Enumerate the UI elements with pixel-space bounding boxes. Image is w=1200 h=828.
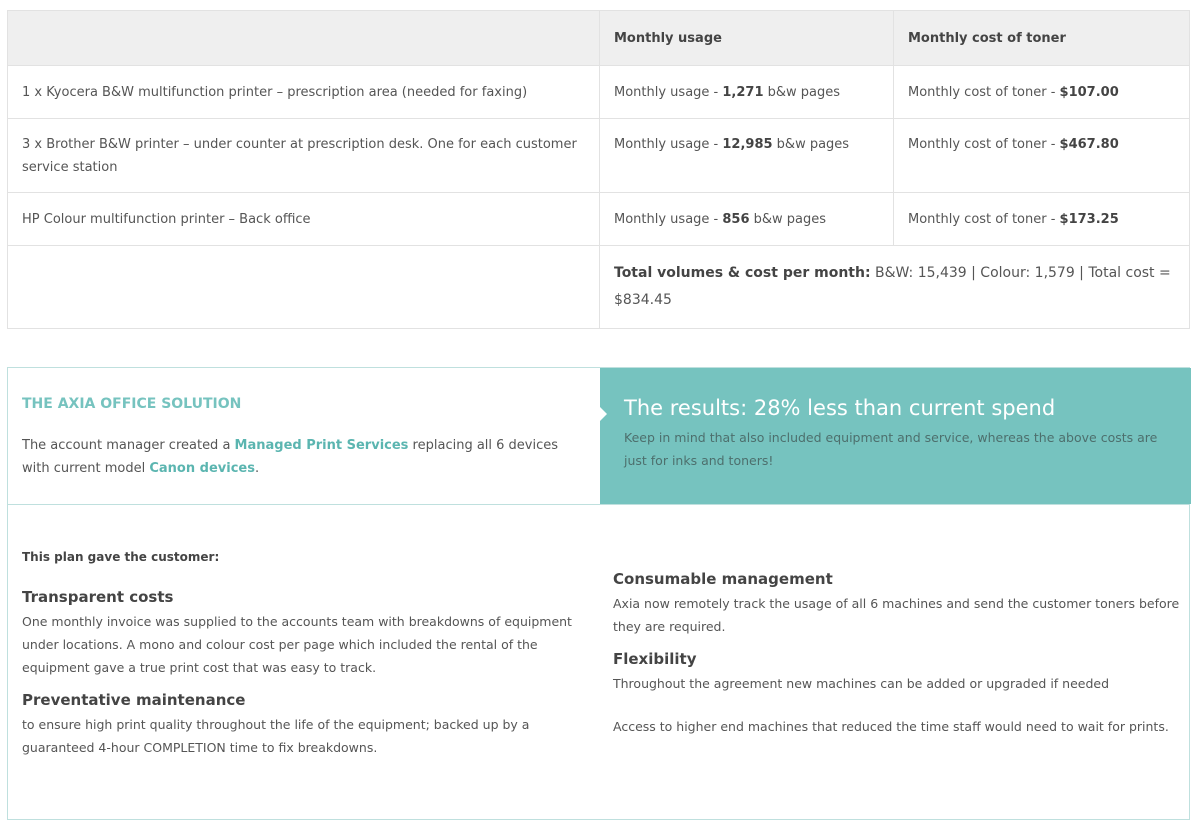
benefit-item <box>22 691 582 759</box>
benefit-extra <box>613 715 1183 738</box>
benefit-title: Preventative maintenance <box>22 691 246 709</box>
cost-label: Monthly cost of toner - <box>908 211 1060 227</box>
header-cost: Monthly cost of toner <box>894 11 1190 66</box>
solution-title: THE AXIA OFFICE SOLUTION <box>22 396 242 412</box>
managed-print-link[interactable]: Managed Print Services <box>234 438 409 453</box>
benefit-title: Consumable management <box>613 570 833 588</box>
total-label: Total volumes & cost per month: <box>614 265 871 281</box>
table-row <box>8 119 1190 193</box>
solution-text <box>22 434 586 480</box>
results-title: The results: 28% less than current spend <box>624 396 1056 420</box>
table-row <box>8 193 1190 246</box>
header-usage: Monthly usage <box>600 11 894 66</box>
usage-unit: b&w pages <box>749 211 827 227</box>
benefit-item <box>613 650 1183 695</box>
cost-table <box>7 10 1190 329</box>
benefit-item <box>22 588 582 679</box>
cost-value: $107.00 <box>1059 84 1119 100</box>
usage-label: Monthly usage - <box>614 137 723 152</box>
canon-devices-link[interactable]: Canon devices <box>149 461 255 476</box>
cost-label: Monthly cost of toner - <box>908 84 1060 100</box>
benefit-text: to ensure high print quality throughout the life of the equipment; backed up by a guaranteed 4-hour COMPLETION time to fix breakdowns. <box>22 717 530 755</box>
divider <box>8 504 1189 505</box>
usage-value: 856 <box>722 211 750 227</box>
total-values: B&W: 15,439 | Colour: 1,579 | Total cost = $834.45 <box>614 265 1171 308</box>
solution-intro <box>8 368 600 504</box>
cost-value: $467.80 <box>1059 137 1119 152</box>
device-cell: HP Colour multifunction printer – Back office <box>8 193 600 246</box>
table-row <box>8 66 1190 119</box>
benefit-text: Access to higher end machines that reduced the time staff would need to wait for prints. <box>613 719 1169 734</box>
text: . <box>254 461 260 476</box>
usage-value: 12,985 <box>722 137 773 152</box>
cost-label: Monthly cost of toner - <box>908 137 1060 152</box>
usage-cell <box>600 66 894 119</box>
header-device <box>8 11 600 66</box>
benefit-text: Axia now remotely track the usage of all 6 machines and send the customer toners before they are required. <box>613 596 1180 634</box>
cost-value: $173.25 <box>1059 211 1119 227</box>
usage-value: 1,271 <box>722 84 764 100</box>
total-row <box>8 246 1190 329</box>
benefits-left <box>22 550 582 771</box>
device-cell: 3 x Brother B&W printer – under counter at prescription desk. One for each customer service station <box>8 119 600 193</box>
usage-label: Monthly usage - <box>614 211 723 227</box>
table-header <box>8 11 1190 66</box>
benefit-item <box>613 570 1183 638</box>
results-text: Keep in mind that also included equipment and service, whereas the above costs are just for inks and toners! <box>624 430 1158 468</box>
usage-unit: b&w pages <box>763 84 841 100</box>
benefit-text: One monthly invoice was supplied to the accounts team with breakdowns of equipment under locations. A mono and colour cost per page which included the rental of the equipment gave a true print cost that was easy to track. <box>22 614 572 675</box>
device-cell: 1 x Kyocera B&W multifunction printer – prescription area (needed for faxing) <box>8 66 600 119</box>
usage-cell <box>600 193 894 246</box>
benefit-title: Transparent costs <box>22 588 174 606</box>
solution-box <box>7 367 1190 820</box>
benefits-intro: This plan gave the customer: <box>22 550 220 564</box>
empty-cell <box>8 246 600 329</box>
benefits-right <box>613 570 1183 750</box>
text: replacing all 6 devices with current model <box>22 438 559 476</box>
text: The account manager created a <box>22 438 235 453</box>
cost-cell <box>894 119 1190 193</box>
total-cell <box>600 246 1190 329</box>
cost-cell <box>894 193 1190 246</box>
usage-cell <box>600 119 894 193</box>
results-panel <box>600 368 1191 504</box>
cost-cell <box>894 66 1190 119</box>
benefit-title: Flexibility <box>613 650 697 668</box>
usage-label: Monthly usage - <box>614 84 723 100</box>
benefit-text: Throughout the agreement new machines can be added or upgraded if needed <box>613 676 1110 691</box>
usage-unit: b&w pages <box>772 137 850 152</box>
